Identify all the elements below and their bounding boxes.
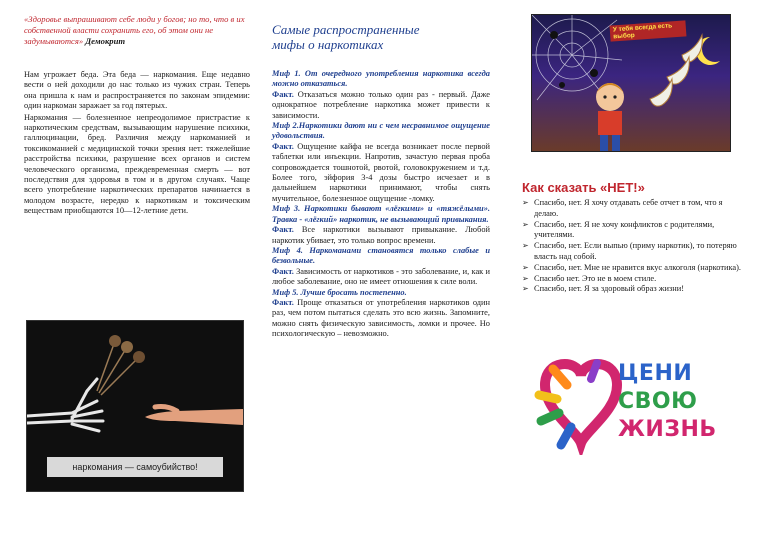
myths-list [272, 69, 490, 340]
list-item-text: Спасибо, нет. Я не хочу конфликтов с родителями, учителями. [534, 219, 715, 240]
myth-heading: Миф 3. Наркотики бывают «лёгкими» и «тяжёлыми». Травка - «лёгкий» наркотик, не вызывающий привыкания. [272, 204, 490, 224]
heart-logo-icon [533, 355, 623, 455]
arrow-bullet-icon: ➢ [522, 219, 529, 229]
fact-label: Факт. [272, 266, 294, 276]
fact-paragraph [272, 298, 490, 340]
say-no-title: Как сказать «НЕТ!» [522, 180, 645, 195]
column-say-no [515, 0, 743, 539]
myth-heading: Миф 1. От очередного употребления наркотика всегда можно отказаться. [272, 69, 490, 89]
fact-text: Проще отказаться от употребления наркотиков один раз, чем потом пытаться сделать это всю жизнь. Запомните, можно снять физическую зависимость, ломки и прочее. Но психологическую – невозможно. [272, 297, 490, 339]
poster-title: У тебя всегда есть выбор [610, 20, 687, 41]
fact-text: Ощущение кайфа не всегда возникает после первой таблетки или инъекции. Напротив, зачастую первая проба сопровождается тошнотой, рвотой, головокружением и т.д. Более того, эйфория 3-4 дозы быстро исчезает и в дальнейшем наркотики принимают, чтобы снять мучительное, болезненное ощущение -ломку. [272, 141, 490, 203]
list-item-text: Спасибо, нет. Я хочу отдавать себе отчет в том, что я делаю. [534, 198, 723, 218]
fact-text: Все наркотики вызывают привыкание. Любой наркотик убивает, это только вопрос времени. [272, 225, 490, 245]
list-item [522, 198, 744, 220]
list-item [522, 241, 744, 263]
list-item-text: Спасибо, нет. Если выпью (приму наркотик), то потеряю власть над собой. [534, 241, 737, 261]
list-item-text: Спасибо, нет. Я за здоровый образ жизни! [534, 284, 685, 294]
fact-label: Факт. [272, 89, 294, 99]
fact-paragraph [272, 225, 490, 246]
intro-paragraph: Наркомания — болезненное непреодолимое пристрастие к наркотическим средствам, вызывающим нарушение психики, галлюцинации, бред. Различия между наркоманией и токсикоманией с медицинской точки зрения нет: тяжелейшие расстройства психики, разрушение всех органов и систем человеческого организма, преждевременная смерть — вот последствия для здоровья в том и в другом случаях. Чаще всего употребление наркотических препаратов начинается в молодом возрасте, нередко к наркотикам и токсическим веществам приобщаются 10—12-летние дети. [24, 112, 250, 216]
intro-paragraph: Нам угрожает беда. Эта беда — наркомания. Еще недавно вести о ней доходили до нас только из чужих стран. Теперь она пришла к нам и распространяется по законам эпидемии: один наркоман заражает за год пятерых. [24, 70, 250, 111]
myths-title-line-1: Самые распространенные [272, 22, 420, 37]
fact-paragraph [272, 142, 490, 204]
epigraph [24, 14, 250, 47]
list-item [522, 274, 744, 285]
arrow-bullet-icon: ➢ [522, 284, 529, 294]
fact-label: Факт. [272, 297, 294, 307]
list-item [522, 220, 744, 242]
logo-word-2: СВОЮ [618, 389, 698, 414]
myth-heading: Миф 5. Лучше бросать постепенно. [272, 287, 407, 297]
arrow-bullet-icon: ➢ [522, 262, 529, 272]
myths-title-line-2: мифы о наркотиках [272, 37, 384, 52]
list-item [522, 263, 744, 274]
list-item [522, 284, 744, 295]
hands-photo [26, 320, 244, 492]
column-intro [24, 0, 250, 539]
epigraph-quote: «Здоровье выпрашивают себе люди у богов; но то, что в их собственной власти сохранить его, об этом они не задумываются» [24, 14, 245, 46]
photo-caption: наркомания — самоубийство! [47, 457, 223, 477]
fact-text: Отказаться можно только один раз - первый. Даже однократное потребление наркотика может привести к зависимости. [272, 89, 490, 120]
epigraph-author: Демокрит [85, 36, 126, 46]
fact-text: Зависимость от наркотиков - это заболевание, и, как и любое заболевание, оно не имеет отношения к силе воли. [272, 266, 490, 287]
logo-word-3: ЖИЗНЬ [618, 417, 717, 442]
choice-poster [531, 14, 731, 152]
myth-heading: Миф 4. Наркоманами становятся только слабые и безвольные. [272, 245, 490, 266]
value-your-life-logo [533, 355, 733, 455]
logo-word-1: ЦЕНИ [618, 361, 693, 386]
list-item-text: Спасибо нет. Это не в моем стиле. [534, 273, 657, 283]
arrow-bullet-icon: ➢ [522, 273, 529, 283]
arrow-bullet-icon: ➢ [522, 198, 529, 207]
fact-paragraph [272, 267, 490, 288]
fact-label: Факт. [272, 141, 294, 151]
intro-text [24, 70, 250, 217]
say-no-list [522, 198, 744, 295]
myths-title [272, 22, 490, 52]
column-myths [272, 0, 490, 539]
fact-paragraph [272, 90, 490, 121]
myth-heading: Миф 2.Наркотики дают ни с чем несравнимое ощущение удовольствия. [272, 121, 490, 141]
fact-label: Факт. [272, 225, 294, 235]
arrow-bullet-icon: ➢ [522, 241, 529, 251]
list-item-text: Спасибо, нет. Мне не нравится вкус алкоголя (наркотика). [534, 262, 742, 272]
